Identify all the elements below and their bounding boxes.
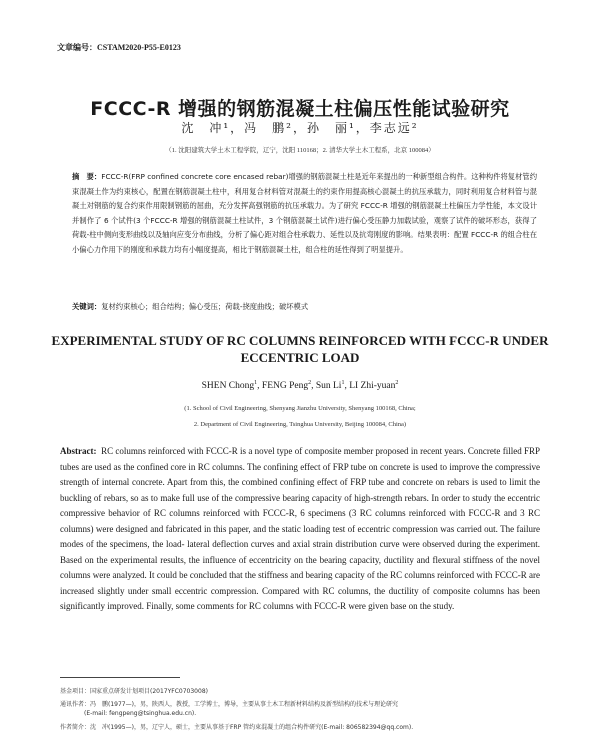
author-affil-mark: 2 [395, 380, 399, 386]
footnote-author-2: 作者简介：沈 冲(1995—)，男，辽宁人，硕士，主要从事基于FRP 管约束混凝土的组合构件研究(E-mail: 806582394@qq.com). [60, 724, 414, 731]
author-separator: , [311, 381, 316, 392]
chinese-abstract [72, 170, 537, 258]
english-abstract-text: RC columns reinforced with FCCC-R is a novel type of composite member proposed in recent years. Concrete filled FRP tubes are used as the confined core in RC columns. The confining effect of FRP tube on concrete is used to improve the compressive strength of internal concrete. Apart from this, the combined confining effect of FRP tube and concrete on rebars is used to limit the buckling of rebars, so as to make full use of the compressive bearing capacity of high-strength rebars. In order to study the eccentric compressive behavior of RC columns reinforced with FCCC-R, 6 specimens (3 RC columns reinforced with FCCC-R and 3 RC columns) were designed and fabricated in this paper, and the static loading test of eccentric compression was carried out. The failure modes of the specimens, the load- lateral deflection curves and axial strain distribution curve were observed during the experiment. Based on the experimental results, the influence of eccentricity on the bearing capacity, ductility and flexural stiffness of the novel columns were analyzed. It could be concluded that the stiffness and bearing capacity of the RC columns reinforced with FCCC-R are increased slightly under small eccentric compression. Compared with RC columns, the ductility of composite columns has been significantly improved. Finally, some comments for RC columns with FCCC-R were given base on the study. [60, 446, 541, 611]
english-abstract [60, 444, 540, 615]
english-affiliation-2: 2. Department of Civil Engineering, Tsinghua University, Beijing 100084, China) [193, 421, 407, 428]
english-authors [0, 380, 600, 391]
chinese-affiliation: （1. 沈阳建筑大学土木工程学院，辽宁，沈阳 110168；2. 清华大学土木工程系，北京 100084） [165, 147, 435, 154]
author-affil-mark: 2 [308, 380, 312, 386]
author-name: Sun Li [315, 381, 342, 392]
chinese-keywords-label: 关键词： [72, 302, 102, 311]
chinese-keywords-text: 复材约束核心；组合结构；偏心受压；荷载-挠度曲线；破坏模式 [101, 302, 309, 311]
chinese-abstract-text: FCCC-R(FRP confined concrete core encased rebar)增强的钢筋混凝土柱是近年来提出的一种新型组合构件。这种构件将复材管约束混凝土作为约束核心，配置在钢筋混凝土柱中，利用复合材料管对混凝土的约束作用提高核心混凝土的抗压承载力，同时利用复合材料管与混凝土对钢筋的复合约束作用限制钢筋的屈曲，充分发挥高强钢筋的抗压承载力。为了研究 FCCC-R 增强的钢筋混凝土柱偏压力学性能，本文设计并制作了 6 个试件(3 个FCCC-R 增强的钢筋混凝土柱试件，3 个钢筋混凝土试件)进行偏心受压静力加载试验，观察了试件的破坏形态，获得了荷载-柱中侧向变形曲线以及轴向应变分布曲线，分析了偏心距对组合柱承载力、延性以及抗弯刚度的影响。结果表明：配置 FCCC-R 的组合柱在小偏心力作用下的刚度和承载力均有小幅度提高，相比于钢筋混凝土柱，组合柱的延性得到了明显提升。 [72, 172, 538, 254]
footnote-rule [60, 677, 180, 678]
chinese-title: FCCC-R 增强的钢筋混凝土柱偏压性能试验研究 [90, 98, 510, 120]
author-separator: , [257, 381, 262, 392]
author-separator: , [344, 381, 350, 392]
author-name: FENG Peng [261, 381, 309, 392]
chinese-abstract-label: 摘 要： [72, 172, 102, 181]
english-title: EXPERIMENTAL STUDY OF RC COLUMNS REINFORCED WITH FCCC-R UNDER ECCENTRIC LOAD [51, 333, 549, 365]
english-affiliation-1: (1. School of Civil Engineering, Shenyang Jianzhu University, Shenyang 100168, China; [184, 405, 416, 412]
footnote-fund: 基金项目：国家重点研发计划项目(2017YFC0703008) [60, 688, 208, 695]
english-abstract-label: Abstract: [60, 446, 97, 456]
author-affil-mark: 1 [341, 380, 345, 386]
article-number: 文章编号：CSTAM2020-P55-E0123 [57, 43, 181, 52]
author-name: SHEN Chong [201, 381, 255, 392]
footnote-author-1: 通讯作者：冯 鹏(1977—)，男，陕西人，教授，工学博士，博导，主要从事土木工程新材料结构及新型结构的技术与理论研究 [60, 701, 398, 708]
chinese-keywords [72, 302, 537, 312]
author-affil-mark: 1 [254, 380, 258, 386]
footnote-author-1-email: (E-mail: fengpeng@tsinghua.edu.cn). [84, 710, 197, 717]
chinese-authors: 沈 冲¹，冯 鹏²，孙 丽¹，李志远² [181, 121, 419, 135]
author-name: LI Zhi-yuan [349, 381, 396, 392]
